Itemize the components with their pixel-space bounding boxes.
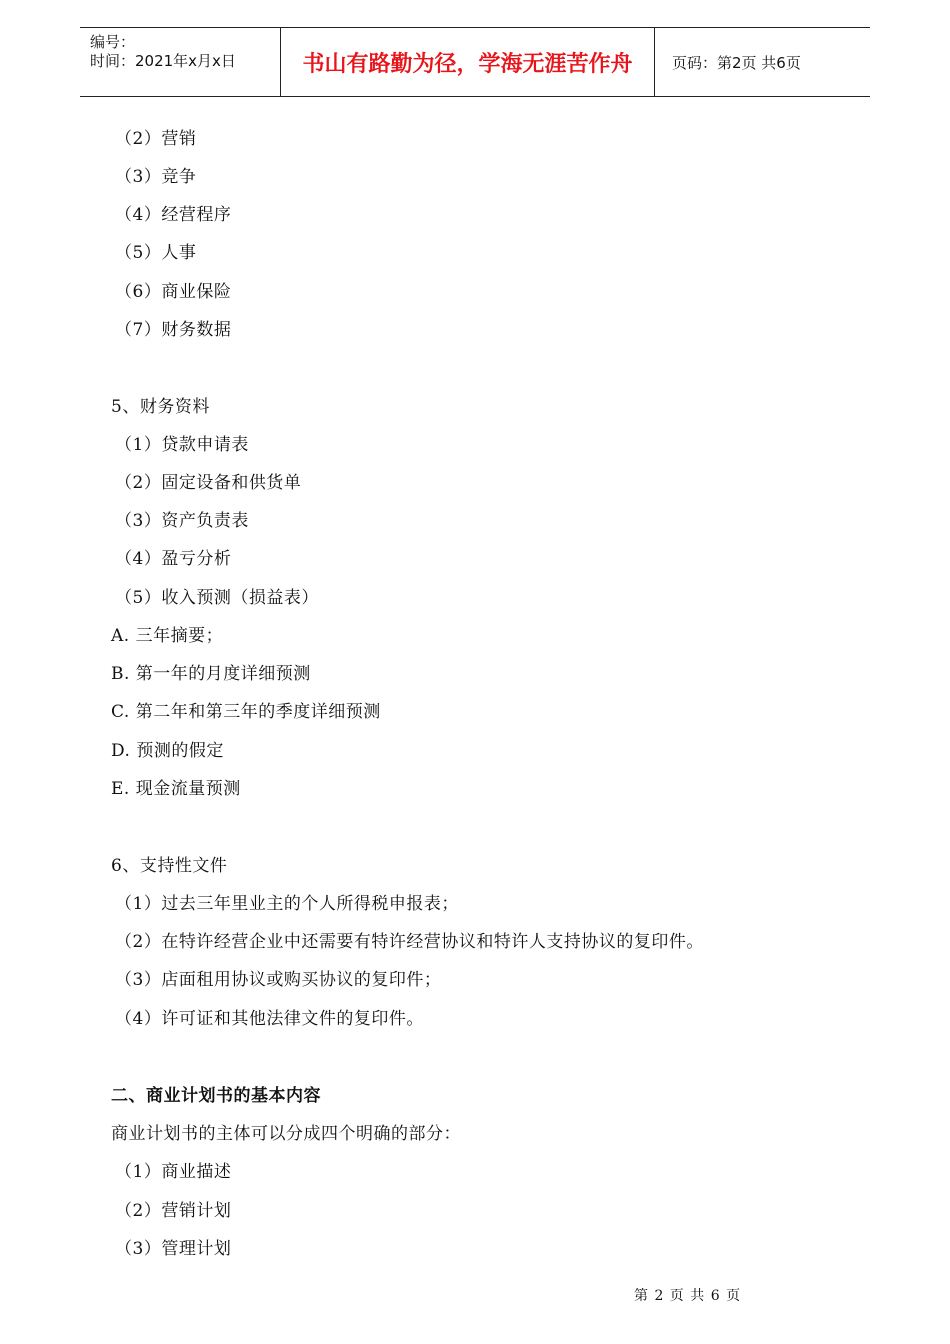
list-item: A. 三年摘要； <box>111 626 224 646</box>
page-header <box>80 27 870 97</box>
list-item: （1）商业描述 <box>115 1162 232 1182</box>
list-item: （3）资产负责表 <box>115 511 249 531</box>
header-meta-cell <box>80 28 281 96</box>
header-motto: 书山有路勤为径，学海无涯苦作舟 <box>281 28 655 96</box>
list-item: （2）营销计划 <box>115 1201 232 1221</box>
list-item: （3）管理计划 <box>115 1239 232 1259</box>
list-item: C. 第二年和第三年的季度详细预测 <box>111 702 381 722</box>
list-item: （4）许可证和其他法律文件的复印件。 <box>115 1009 424 1029</box>
list-item: （2）在特许经营企业中还需要有特许经营协议和特许人支持协议的复印件。 <box>115 932 704 952</box>
list-item: （2）固定设备和供货单 <box>115 473 302 493</box>
list-item: （2）营销 <box>115 129 197 149</box>
section-heading-supporting-docs: 6、支持性文件 <box>111 856 228 876</box>
list-item: （4）经营程序 <box>115 205 232 225</box>
list-item: （3）店面租用协议或购买协议的复印件； <box>115 970 442 990</box>
list-item: （1）贷款申请表 <box>115 435 249 455</box>
document-time-label: 时间：2021年x月x日 <box>90 52 236 70</box>
list-item: （7）财务数据 <box>115 320 232 340</box>
section-heading-financial: 5、财务资料 <box>111 397 210 417</box>
list-item: （5）人事 <box>115 243 197 263</box>
header-page-label: 页码：第2页 共6页 <box>672 53 801 72</box>
header-page-number <box>663 28 870 96</box>
paragraph: 商业计划书的主体可以分成四个明确的部分： <box>111 1124 461 1144</box>
list-item: （6）商业保险 <box>115 282 232 302</box>
list-item: （4）盈亏分析 <box>115 549 232 569</box>
document-number-label: 编号： <box>90 33 136 51</box>
list-item: （1）过去三年里业主的个人所得税申报表； <box>115 894 459 914</box>
list-item: D. 预测的假定 <box>111 741 224 761</box>
list-item: （3）竞争 <box>115 167 197 187</box>
list-item: B. 第一年的月度详细预测 <box>111 664 311 684</box>
list-item: （5）收入预测（损益表） <box>115 588 319 608</box>
chapter-heading: 二、商业计划书的基本内容 <box>111 1086 321 1106</box>
page-footer: 第 2 页 共 6 页 <box>634 1288 742 1304</box>
list-item: E. 现金流量预测 <box>111 779 241 799</box>
